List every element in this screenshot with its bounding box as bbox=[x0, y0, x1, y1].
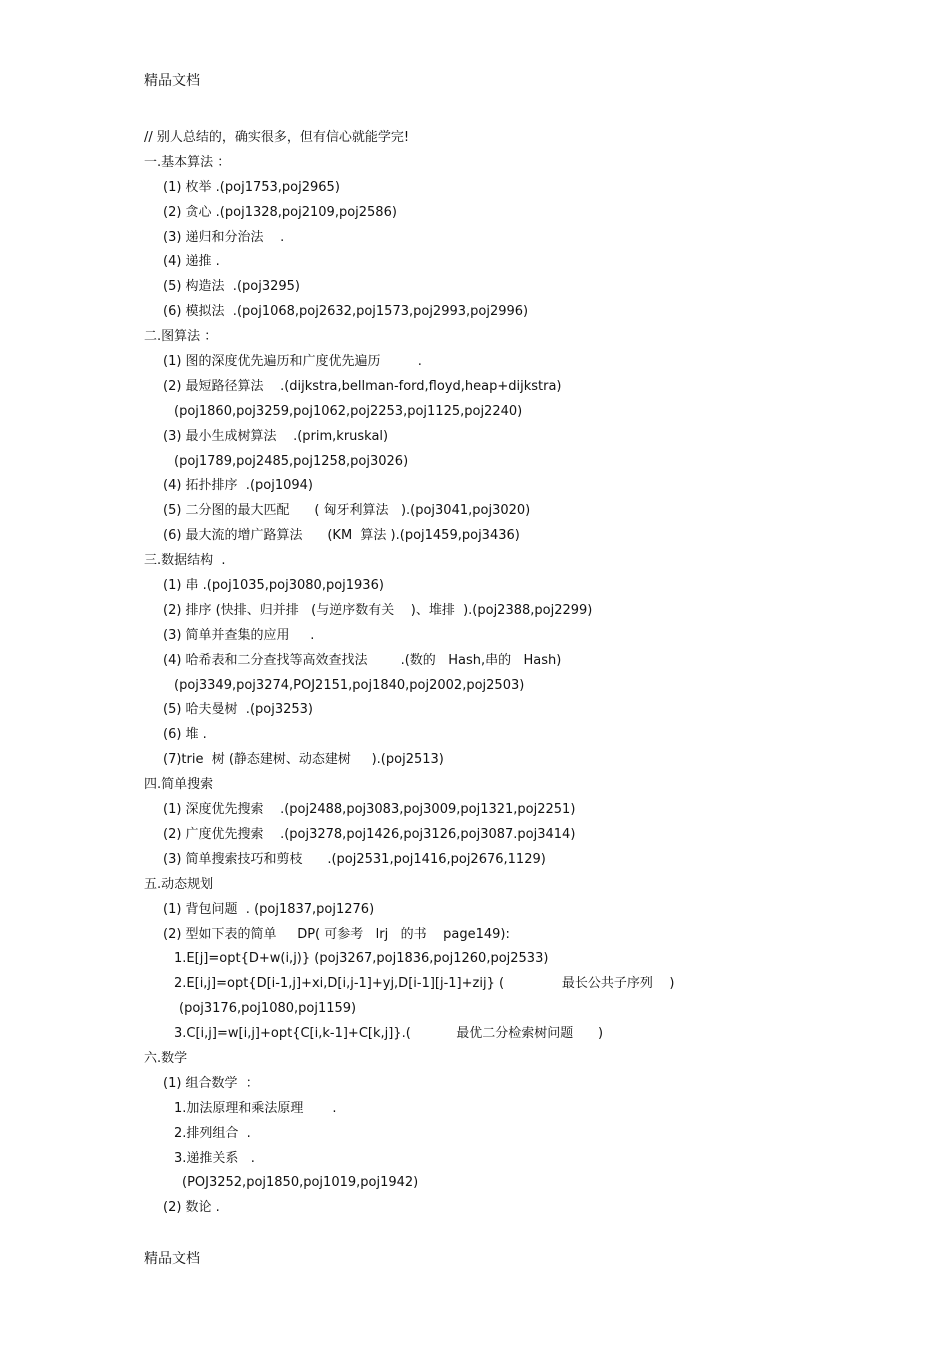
list-item: (poj1789,poj2485,poj1258,poj3026) bbox=[174, 453, 409, 469]
section-heading: // 别人总结的，确实很多，但有信心就能学完! bbox=[144, 130, 410, 145]
section-heading: 五.动态规划 bbox=[144, 876, 214, 892]
list-item: (1) 枚举 .(poj1753,poj2965) bbox=[163, 179, 340, 195]
list-item: 2.E[i,j]=opt{D[i-1,j]+xi,D[i,j-1]+yj,D[i-1][j-1]+zij} ( 最长公共子序列 ) bbox=[174, 976, 675, 992]
document-body bbox=[144, 126, 904, 1221]
list-item: (6) 堆 . bbox=[163, 727, 207, 743]
list-item: (5) 构造法 .(poj3295) bbox=[163, 279, 300, 295]
list-item: (6) 最大流的增广路算法 (KM 算法 ).(poj1459,poj3436) bbox=[163, 528, 520, 544]
section-heading: 六.数学 bbox=[144, 1050, 188, 1066]
list-item: 3.递推关系 . bbox=[174, 1150, 255, 1166]
section-heading: 一.基本算法 ： bbox=[144, 154, 231, 170]
list-item: (2) 广度优先搜索 .(poj3278,poj1426,poj3126,poj3087.poj3414) bbox=[163, 826, 576, 842]
list-item: 1.加法原理和乘法原理 . bbox=[174, 1100, 337, 1116]
list-item: (7)trie 树 (静态建树、动态建树 ).(poj2513) bbox=[163, 752, 444, 768]
list-item: 3.C[i,j]=w[i,j]+opt{C[i,k-1]+C[k,j]}.( 最优二分检索树问题 ) bbox=[174, 1026, 604, 1042]
list-item: (2) 排序 (快排、归并排 (与逆序数有关 )、堆排 ).(poj2388,poj2299) bbox=[163, 602, 593, 618]
list-item: (3) 最小生成树算法 .(prim,kruskal) bbox=[163, 428, 389, 444]
list-item: (3) 简单并查集的应用 . bbox=[163, 627, 315, 643]
list-item: (4) 递推 . bbox=[163, 254, 220, 270]
list-item: (poj3176,poj1080,poj1159) bbox=[179, 1001, 357, 1017]
list-item: (3) 递归和分治法 . bbox=[163, 229, 285, 245]
list-item: 2.排列组合 . bbox=[174, 1125, 251, 1141]
list-item: (2) 贪心 .(poj1328,poj2109,poj2586) bbox=[163, 204, 397, 220]
list-item: (1) 串 .(poj1035,poj3080,poj1936) bbox=[163, 578, 384, 594]
page-header: 精品文档 bbox=[144, 73, 200, 89]
list-item: (poj3349,poj3274,POJ2151,poj1840,poj2002,poj2503) bbox=[174, 677, 525, 693]
list-item: (4) 拓扑排序 .(poj1094) bbox=[163, 478, 313, 494]
list-item: 1.E[j]=opt{D+w(i,j)} (poj3267,poj1836,poj1260,poj2533) bbox=[174, 951, 549, 967]
list-item: (6) 模拟法 .(poj1068,poj2632,poj1573,poj2993,poj2996) bbox=[163, 304, 529, 320]
list-item: (1) 组合数学 ： bbox=[163, 1075, 259, 1091]
section-heading: 三.数据结构 . bbox=[144, 553, 226, 569]
section-heading: 二.图算法 ： bbox=[144, 329, 218, 345]
list-item: (2) 型如下表的简单 DP( 可参考 lrj 的书 page149): bbox=[163, 926, 510, 942]
list-item: (2) 数论 . bbox=[163, 1200, 220, 1216]
list-item: (poj1860,poj3259,poj1062,poj2253,poj1125,poj2240) bbox=[174, 403, 523, 419]
list-item: (5) 二分图的最大匹配 ( 匈牙利算法 ).(poj3041,poj3020) bbox=[163, 503, 531, 519]
list-item: (2) 最短路径算法 .(dijkstra,bellman-ford,floyd,heap+dijkstra) bbox=[163, 378, 562, 394]
list-item: (5) 哈夫曼树 .(poj3253) bbox=[163, 702, 313, 718]
list-item: (1) 背包问题 . (poj1837,poj1276) bbox=[163, 901, 375, 917]
page-footer: 精品文档 bbox=[144, 1251, 200, 1267]
list-item: (3) 简单搜索技巧和剪枝 .(poj2531,poj1416,poj2676,1129) bbox=[163, 851, 546, 867]
list-item: (4) 哈希表和二分查找等高效查找法 .(数的 Hash,串的 Hash) bbox=[163, 652, 562, 668]
section-heading: 四.简单搜索 bbox=[144, 777, 214, 793]
list-item: (1) 深度优先搜索 .(poj2488,poj3083,poj3009,poj1321,poj2251) bbox=[163, 802, 576, 818]
list-item: (1) 图的深度优先遍历和广度优先遍历 . bbox=[163, 354, 422, 370]
list-item: (POJ3252,poj1850,poj1019,poj1942) bbox=[182, 1175, 419, 1191]
